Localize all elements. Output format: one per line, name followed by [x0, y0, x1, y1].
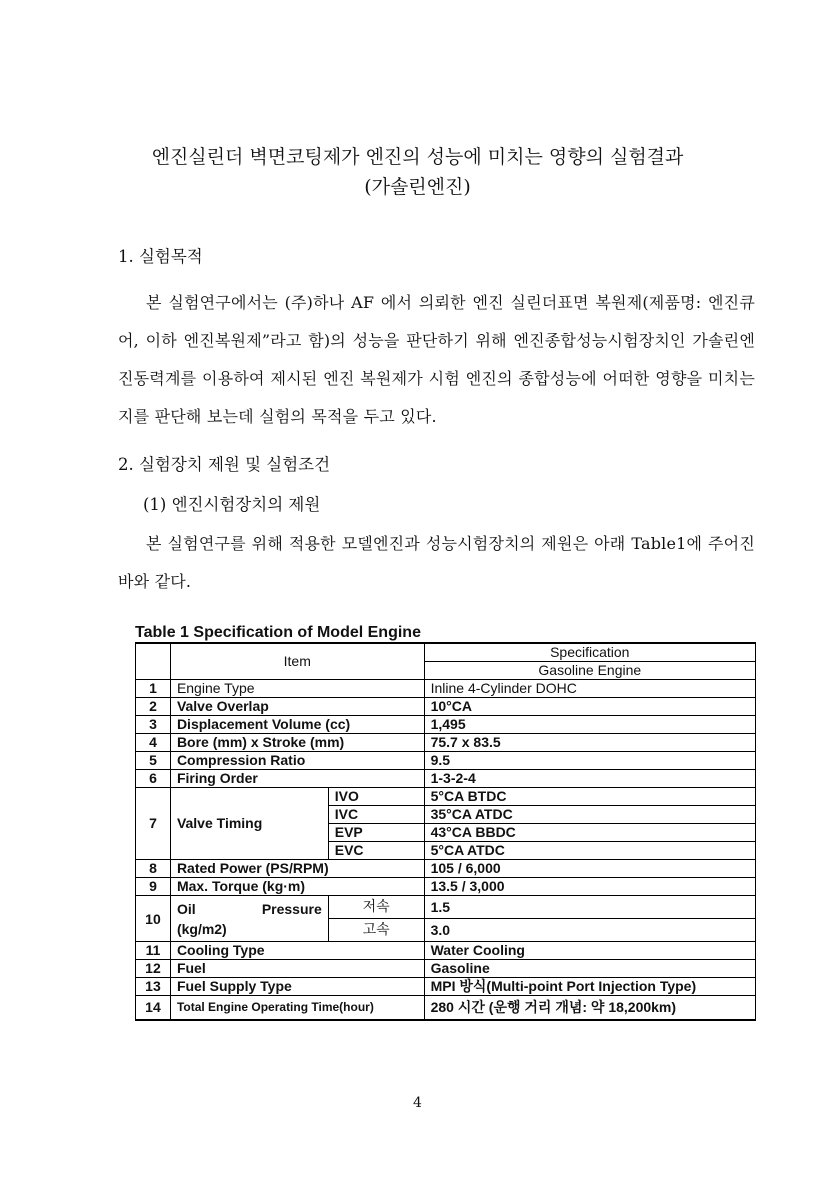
header-specification: Specification: [424, 643, 755, 662]
table-row: [136, 996, 756, 1021]
row-value: Inline 4-Cylinder DOHC: [424, 680, 755, 698]
row-value: 9.5: [424, 752, 755, 770]
row-value: 75.7 x 83.5: [424, 734, 755, 752]
row-number: 14: [136, 996, 171, 1021]
section-2-heading: 2. 실험장치 제원 및 실험조건: [118, 455, 331, 474]
row-item: Firing Order: [170, 770, 424, 788]
oil-label-word: Oil: [176, 900, 196, 917]
valve-sub-value: 5°CA ATDC: [424, 842, 755, 860]
header-item: Item: [170, 643, 424, 680]
valve-sub-label: IVC: [328, 806, 424, 824]
row-number: 3: [136, 716, 171, 734]
document-title: [0, 142, 835, 202]
section-2-subheading: (1) 엔진시험장치의 제원: [143, 495, 321, 514]
table-row: [136, 942, 756, 960]
row-value: Gasoline: [424, 960, 755, 978]
row-item: Cooling Type: [170, 942, 424, 960]
row-number: 4: [136, 734, 171, 752]
row-value: 13.5 / 3,000: [424, 878, 755, 896]
row-item: Bore (mm) x Stroke (mm): [170, 734, 424, 752]
row-value: MPI 방식(Multi-point Port Injection Type): [424, 978, 755, 996]
oil-pressure-unit: (kg/m2): [176, 920, 227, 937]
table-row: [136, 698, 756, 716]
valve-sub-label: IVO: [328, 788, 424, 806]
table-row: [136, 960, 756, 978]
table-row: [136, 734, 756, 752]
table-row: [136, 978, 756, 996]
row-number: 2: [136, 698, 171, 716]
table-row: [136, 680, 756, 698]
valve-sub-value: 5°CA BTDC: [424, 788, 755, 806]
row-number: 13: [136, 978, 171, 996]
table-row: [136, 878, 756, 896]
table-caption: Table 1 Specification of Model Engine: [135, 624, 421, 641]
table-row: [136, 770, 756, 788]
oil-sub-label: 저속: [328, 896, 424, 919]
row-item: Engine Type: [170, 680, 424, 698]
row-item: Max. Torque (kg·m): [170, 878, 424, 896]
valve-sub-label: EVP: [328, 824, 424, 842]
valve-sub-label: EVC: [328, 842, 424, 860]
title-line-1: 엔진실린더 벽면코팅제가 엔진의 성능에 미치는 영향의 실험결과: [151, 146, 684, 168]
row-number: 1: [136, 680, 171, 698]
oil-pressure-item: [170, 896, 328, 942]
valve-sub-value: 43°CA BBDC: [424, 824, 755, 842]
table-row: [136, 716, 756, 734]
table-row: [136, 860, 756, 878]
title-line-2: (가솔린엔진): [364, 176, 471, 198]
valve-timing-row: [136, 788, 756, 806]
row-value: Water Cooling: [424, 942, 755, 960]
row-value: 280 시간 (운행 거리 개념: 약 18,200km): [424, 996, 755, 1021]
row-item: Valve Overlap: [170, 698, 424, 716]
row-item: Fuel: [170, 960, 424, 978]
page-number: 4: [413, 1095, 422, 1111]
row-item: Displacement Volume (cc): [170, 716, 424, 734]
row-number: 9: [136, 878, 171, 896]
row-value: 10°CA: [424, 698, 755, 716]
section-1-paragraph: 본 실험연구에서는 (주)하나 AF 에서 의뢰한 엔진 실린더표면 복원제(제품명: 엔진큐어, 이하 엔진복원제”라고 함)의 성능을 판단하기 위해 엔진종합성능시험장치인 가솔린엔진동력계를 이용하여 제시된 엔진 복원제가 시험 엔진의 종합성능에 어떠한 영향을 미치는지를 판단해 보는데 실험의 목적을 두고 있다.: [118, 293, 755, 426]
row-number: 8: [136, 860, 171, 878]
oil-pressure-row: [136, 896, 756, 919]
header-gasoline-engine: Gasoline Engine: [424, 662, 755, 680]
table-header-row: [136, 643, 756, 662]
row-number: 11: [136, 942, 171, 960]
oil-sub-value: 3.0: [424, 919, 755, 942]
row-item: Rated Power (PS/RPM): [170, 860, 424, 878]
row-value: 1,495: [424, 716, 755, 734]
row-number: 6: [136, 770, 171, 788]
oil-sub-value: 1.5: [424, 896, 755, 919]
row-number: 10: [136, 896, 171, 942]
row-value: 1-3-2-4: [424, 770, 755, 788]
section-2-paragraph: 본 실험연구를 위해 적용한 모델엔진과 성능시험장치의 제원은 아래 Table1에 주어진 바와 같다.: [118, 534, 755, 591]
row-item: Total Engine Operating Time(hour): [170, 996, 424, 1021]
header-no-cell: [136, 643, 171, 680]
row-item: Valve Timing: [170, 788, 328, 860]
oil-sub-label: 고속: [328, 919, 424, 942]
row-item: Compression Ratio: [170, 752, 424, 770]
row-number: 5: [136, 752, 171, 770]
row-number: 12: [136, 960, 171, 978]
spec-table: [135, 642, 756, 1021]
section-1-heading: 1. 실험목적: [118, 247, 203, 266]
table-row: [136, 752, 756, 770]
row-value: 105 / 6,000: [424, 860, 755, 878]
row-item: Fuel Supply Type: [170, 978, 424, 996]
valve-sub-value: 35°CA ATDC: [424, 806, 755, 824]
pressure-label-word: Pressure: [261, 900, 322, 917]
row-number: 7: [136, 788, 171, 860]
